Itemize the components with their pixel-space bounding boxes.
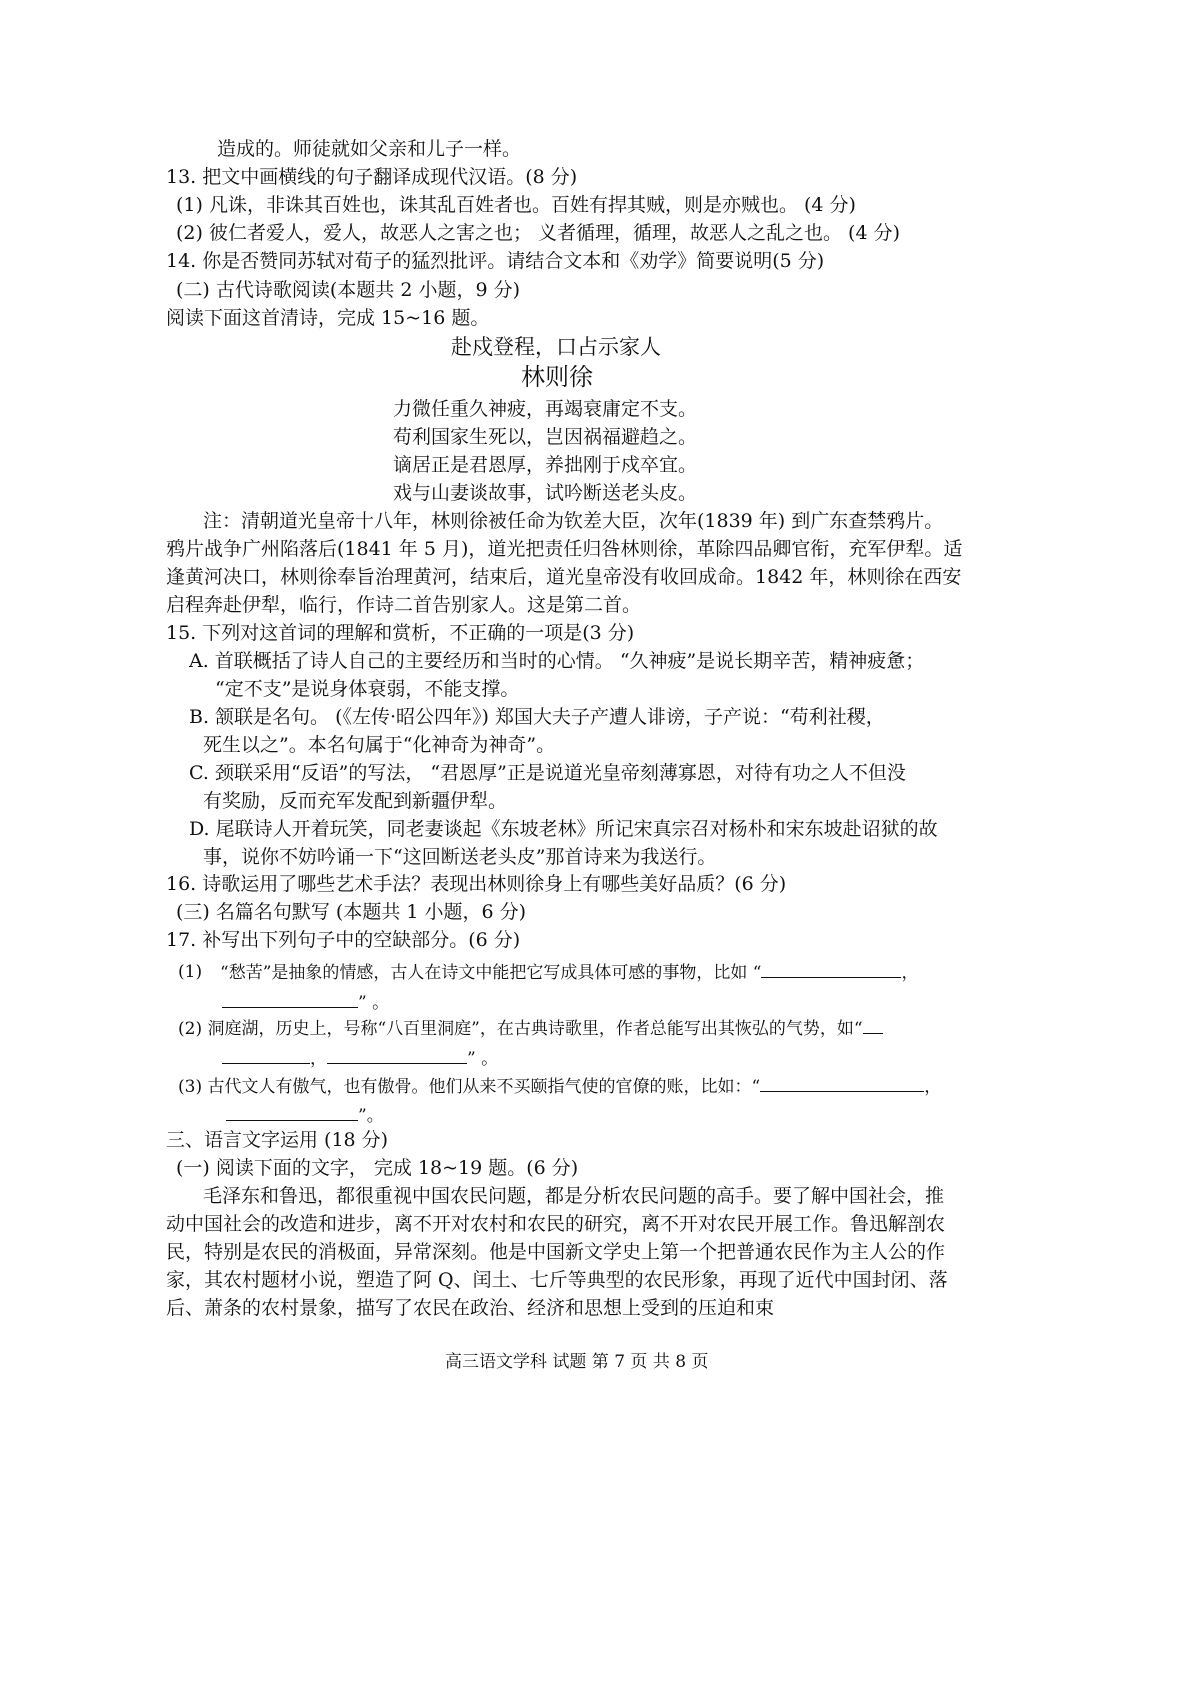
passage-line: 家，其农村题材小说，塑造了阿 Q、闰土、七斤等典型的农民形象，再现了近代中国封闭、落 xyxy=(166,1269,948,1291)
passage-line: 民，特别是农民的消极面，异常深刻。他是中国新文学史上第一个把普通农民作为主人公的作 xyxy=(166,1241,946,1263)
question-17-item-3: (3) 古代文人有傲气，也有傲骨。他们从来不买颐指气使的官僚的账，比如：“ ， xyxy=(178,1074,941,1099)
answer-blank[interactable] xyxy=(863,1016,883,1034)
option-a-cont: “定不支”是说身体衰弱，不能支撑。 xyxy=(215,678,520,700)
option-c-cont: 有奖励，反而充军发配到新疆伊犁。 xyxy=(203,790,508,812)
section-heading: (一) 阅读下面的文字， 完成 18~19 题。(6 分) xyxy=(176,1157,579,1179)
question-17: 17. 补写出下列句子中的空缺部分。(6 分) xyxy=(166,929,521,951)
section-intro: 阅读下面这首清诗，完成 15~16 题。 xyxy=(166,307,490,329)
answer-blank[interactable] xyxy=(761,960,901,978)
question-13-item-1: (1) 凡诛，非诛其百姓也，诛其乱百姓者也。百姓有捍其贼，则是亦贼也。 (4 分) xyxy=(176,194,856,216)
answer-blank[interactable] xyxy=(222,1046,310,1064)
page-footer: 高三语文学科 试题 第 7 页 共 8 页 xyxy=(445,1352,709,1372)
question-13: 13. 把文中画横线的句子翻译成现代汉语。(8 分) xyxy=(166,166,578,188)
question-17-item-1-cont: ” 。 xyxy=(222,990,389,1015)
passage-line: 毛泽东和鲁迅，都很重视中国农民问题，都是分析农民问题的高手。要了解中国社会，推 xyxy=(203,1185,945,1207)
poem-note: 启程奔赴伊犁，临行，作诗二首告别家人。这是第二首。 xyxy=(166,594,642,616)
question-15: 15. 下列对这首词的理解和赏析，不正确的一项是(3 分) xyxy=(166,622,635,644)
poem-note: 逢黄河决口，林则徐奉旨治理黄河，结束后，道光皇帝没有收回成命。1842 年，林则徐在西安 xyxy=(166,566,962,588)
answer-blank[interactable] xyxy=(226,1103,358,1121)
part-heading: 三、语言文字运用 (18 分) xyxy=(166,1129,389,1151)
section-heading: (二) 古代诗歌阅读(本题共 2 小题，9 分) xyxy=(176,279,520,301)
option-b-cont: 死生以之”。本名句属于“化神奇为神奇”。 xyxy=(203,734,556,756)
option-c: C. 颈联采用“反语”的写法， “君恩厚”正是说道光皇帝刻薄寡恩，对待有功之人不但没 xyxy=(189,762,906,784)
question-17-item-3-cont: ”。 xyxy=(226,1103,384,1128)
answer-blank[interactable] xyxy=(222,990,358,1008)
text-line: 造成的。师徒就如父亲和儿子一样。 xyxy=(217,138,522,160)
option-a: A. 首联概括了诗人自己的主要经历和当时的心情。 “久神疲”是说长期辛苦，精神疲惫； xyxy=(189,650,925,672)
passage-line: 后、萧条的农村景象，描写了农民在政治、经济和思想上受到的压迫和束 xyxy=(166,1297,775,1319)
answer-blank[interactable] xyxy=(327,1046,467,1064)
poem-line: 力微任重久神疲，再竭衰庸定不支。 xyxy=(393,398,698,420)
option-d: D. 尾联诗人开着玩笑，同老妻谈起《东坡老林》所记宋真宗召对杨朴和宋东坡赴诏狱的故 xyxy=(189,818,938,840)
poem-note: 鸦片战争广州陷落后(1841 年 5 月)，道光把责任归咎林则徐，革除四品卿官衔，充军伊犁。适 xyxy=(166,538,963,560)
question-17-item-1: “愁苦”是抽象的情感，古人在诗文中能把它写成具体可感的事物，比如 “ ， xyxy=(220,960,918,985)
question-16: 16. 诗歌运用了哪些艺术手法？表现出林则徐身上有哪些美好品质？(6 分) xyxy=(166,873,787,895)
question-17-item-2: (2) 洞庭湖，历史上，号称“八百里洞庭”，在古典诗歌里，作者总能写出其恢弘的气势，如“ xyxy=(178,1016,883,1041)
question-13-item-2: (2) 彼仁者爱人，爱人，故恶人之害之也； 义者循理，循理，故恶人之乱之也。 (4 分) xyxy=(176,222,900,244)
section-heading: (三) 名篇名句默写 (本题共 1 小题，6 分) xyxy=(176,901,527,923)
poem-title: 赴戍登程，口占示家人 xyxy=(451,335,661,359)
question-17-item-2-cont: ， ” 。 xyxy=(222,1046,498,1071)
option-d-cont: 事，说你不妨吟诵一下“这回断送老头皮”那首诗来为我送行。 xyxy=(203,846,717,868)
poem-line: 苟利国家生死以，岂因祸福避趋之。 xyxy=(393,426,698,448)
poem-note: 注：清朝道光皇帝十八年，林则徐被任命为钦差大臣，次年(1839 年) 到广东查禁鸦片。 xyxy=(203,510,944,532)
option-b: B. 颔联是名句。 (《左传·昭公四年》) 郑国大夫子产遭人诽谤，子产说：“苟利社稷， xyxy=(189,706,885,728)
poem-line: 戏与山妻谈故事，试吟断送老头皮。 xyxy=(393,482,698,504)
answer-blank[interactable] xyxy=(760,1074,924,1092)
question-17-item-1-number: (1) xyxy=(178,962,203,982)
passage-line: 动中国社会的改造和进步，离不开对农村和农民的研究，离不开对农民开展工作。鲁迅解剖农 xyxy=(166,1213,946,1235)
poem-line: 谪居正是君恩厚，养拙刚于戍卒宜。 xyxy=(393,454,698,476)
poem-author: 林则徐 xyxy=(521,363,593,391)
question-14: 14. 你是否赞同苏轼对荀子的猛烈批评。请结合文本和《劝学》简要说明(5 分) xyxy=(166,250,825,272)
